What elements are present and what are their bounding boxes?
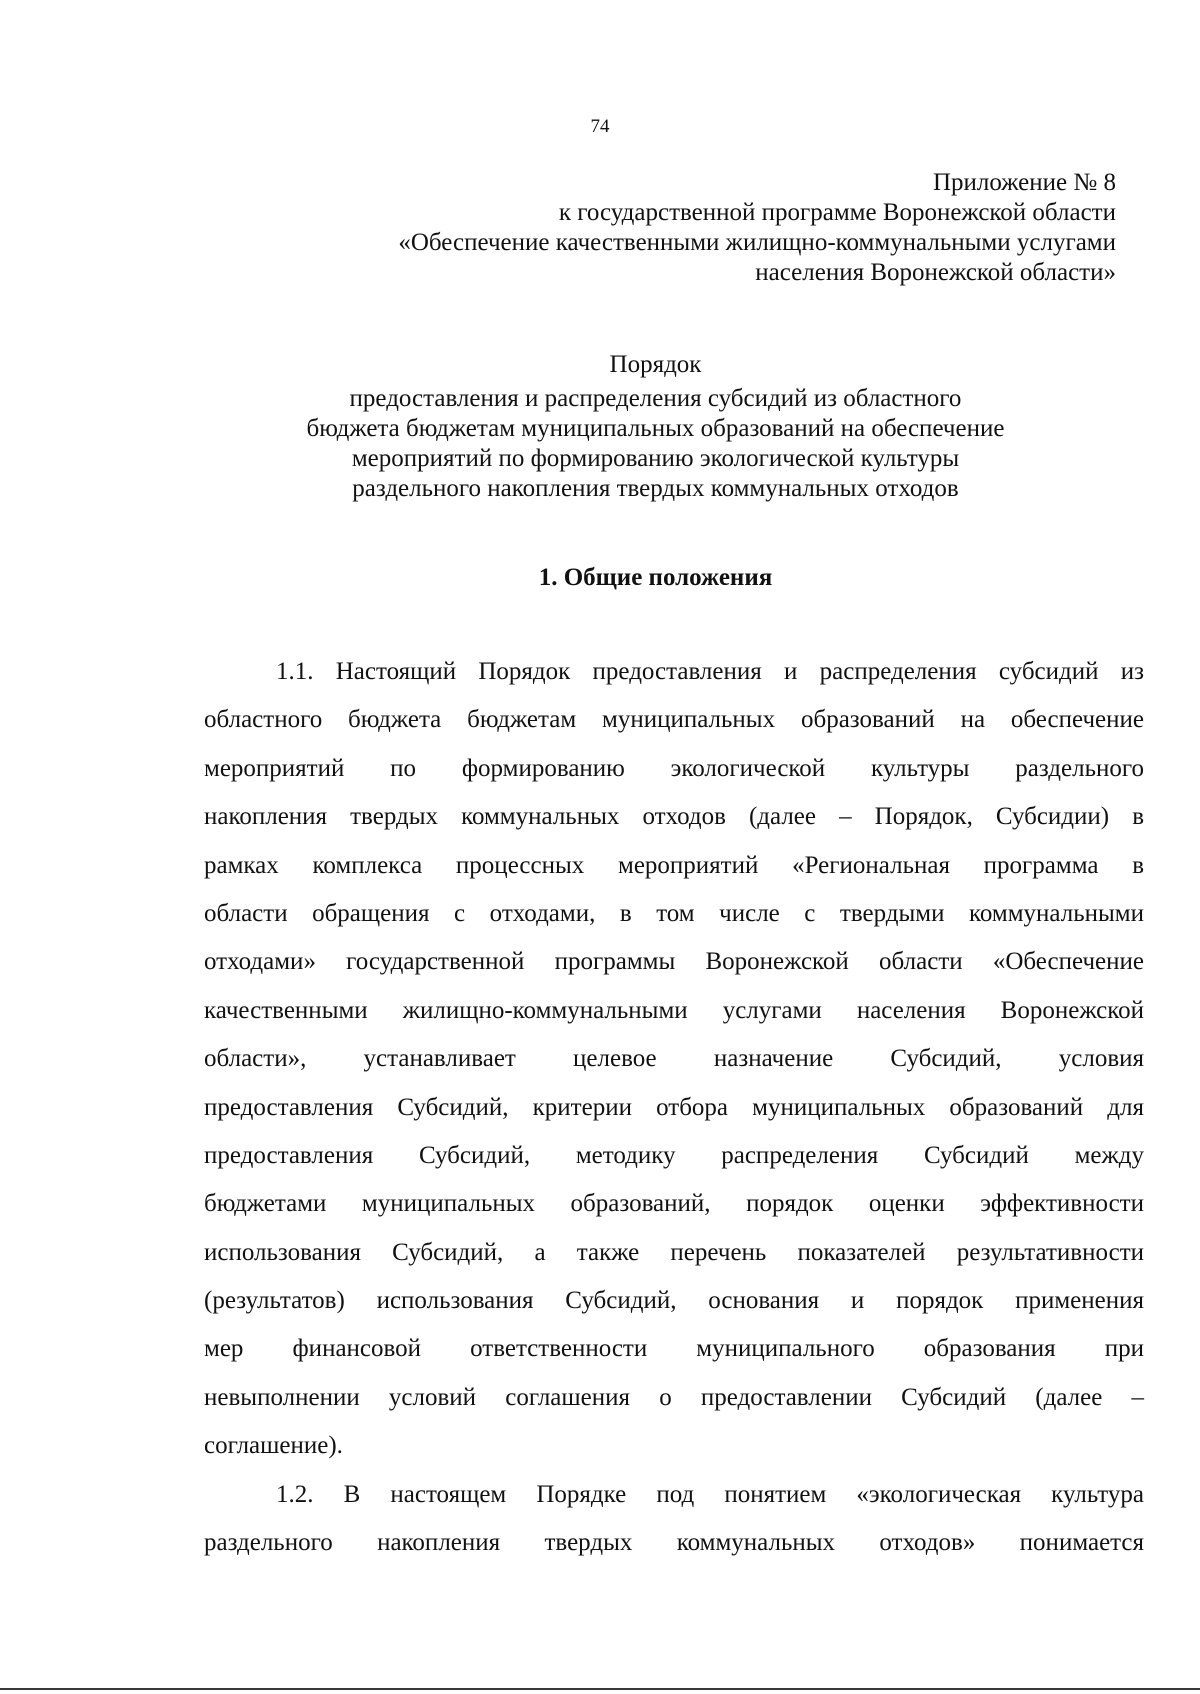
- paragraph-1-1-line: области», устанавливает целевое назначение Субсидий, условия: [204, 1045, 1144, 1073]
- paragraph-1-1-line: использования Субсидий, а также перечень показателей результативности: [204, 1238, 1144, 1266]
- paragraph-1-1-line: мероприятий по формированию экологической культуры раздельного: [204, 754, 1144, 782]
- title-line: мероприятий по формированию экологической культуры: [351, 445, 960, 472]
- body-text: [204, 656, 1144, 1575]
- paragraph-1-1-line: невыполнении условий соглашения о предоставлении Субсидий (далее –: [204, 1383, 1144, 1411]
- title-line: предоставления и распределения субсидий из областного: [349, 385, 962, 412]
- paragraph-1-1-line: соглашение).: [204, 1432, 343, 1460]
- page-number: 74: [590, 116, 610, 137]
- paragraph-1-1-line: (результатов) использования Субсидий, основания и порядок применения: [204, 1287, 1144, 1315]
- title-line: бюджета бюджетам муниципальных образований на обеспечение: [306, 415, 1005, 442]
- title-line: Порядок: [609, 351, 702, 378]
- paragraph-1-1-line: области обращения с отходами, в том числе с твердыми коммунальными: [204, 899, 1144, 927]
- paragraph-1-1-line: накопления твердых коммунальных отходов (далее – Порядок, Субсидии) в: [204, 803, 1144, 831]
- paragraph-1-1-line: предоставления Субсидий, критерии отбора муниципальных образований для: [204, 1093, 1144, 1121]
- paragraph-1-2-line: 1.2. В настоящем Порядке под понятием «экологическая культура: [276, 1480, 1144, 1508]
- title-line: раздельного накопления твердых коммунальных отходов: [352, 475, 959, 502]
- bottom-scan-edge: [0, 1688, 1200, 1690]
- appendix-line: Приложение № 8: [932, 169, 1116, 196]
- paragraph-1-1-line: областного бюджета бюджетам муниципальных образований на обеспечение: [204, 706, 1144, 734]
- appendix-line: «Обеспечение качественными жилищно-коммунальными услугами: [398, 229, 1116, 256]
- paragraph-1-1-line: рамках комплекса процессных мероприятий «Региональная программа в: [204, 851, 1144, 879]
- appendix-line: населения Воронежской области»: [755, 259, 1116, 286]
- paragraph-1-2-line: раздельного накопления твердых коммунальных отходов» понимается: [204, 1529, 1144, 1557]
- paragraph-1-1-line: бюджетами муниципальных образований, порядок оценки эффективности: [204, 1190, 1144, 1218]
- appendix-header: [216, 168, 1116, 288]
- paragraph-1-1-line: качественными жилищно-коммунальными услугами населения Воронежской: [204, 996, 1144, 1024]
- paragraph-1-1-line: предоставления Субсидий, методику распределения Субсидий между: [204, 1141, 1144, 1169]
- document-title: [0, 350, 1200, 504]
- paragraph-1-1-line: мер финансовой ответственности муниципального образования при: [204, 1335, 1144, 1363]
- paragraph-1-1-line: 1.1. Настоящий Порядок предоставления и распределения субсидий из: [276, 658, 1144, 685]
- section-heading: 1. Общие положения: [538, 564, 773, 591]
- appendix-line: к государственной программе Воронежской области: [558, 199, 1116, 226]
- paragraph-1-1-line: отходами» государственной программы Воронежской области «Обеспечение: [204, 948, 1144, 976]
